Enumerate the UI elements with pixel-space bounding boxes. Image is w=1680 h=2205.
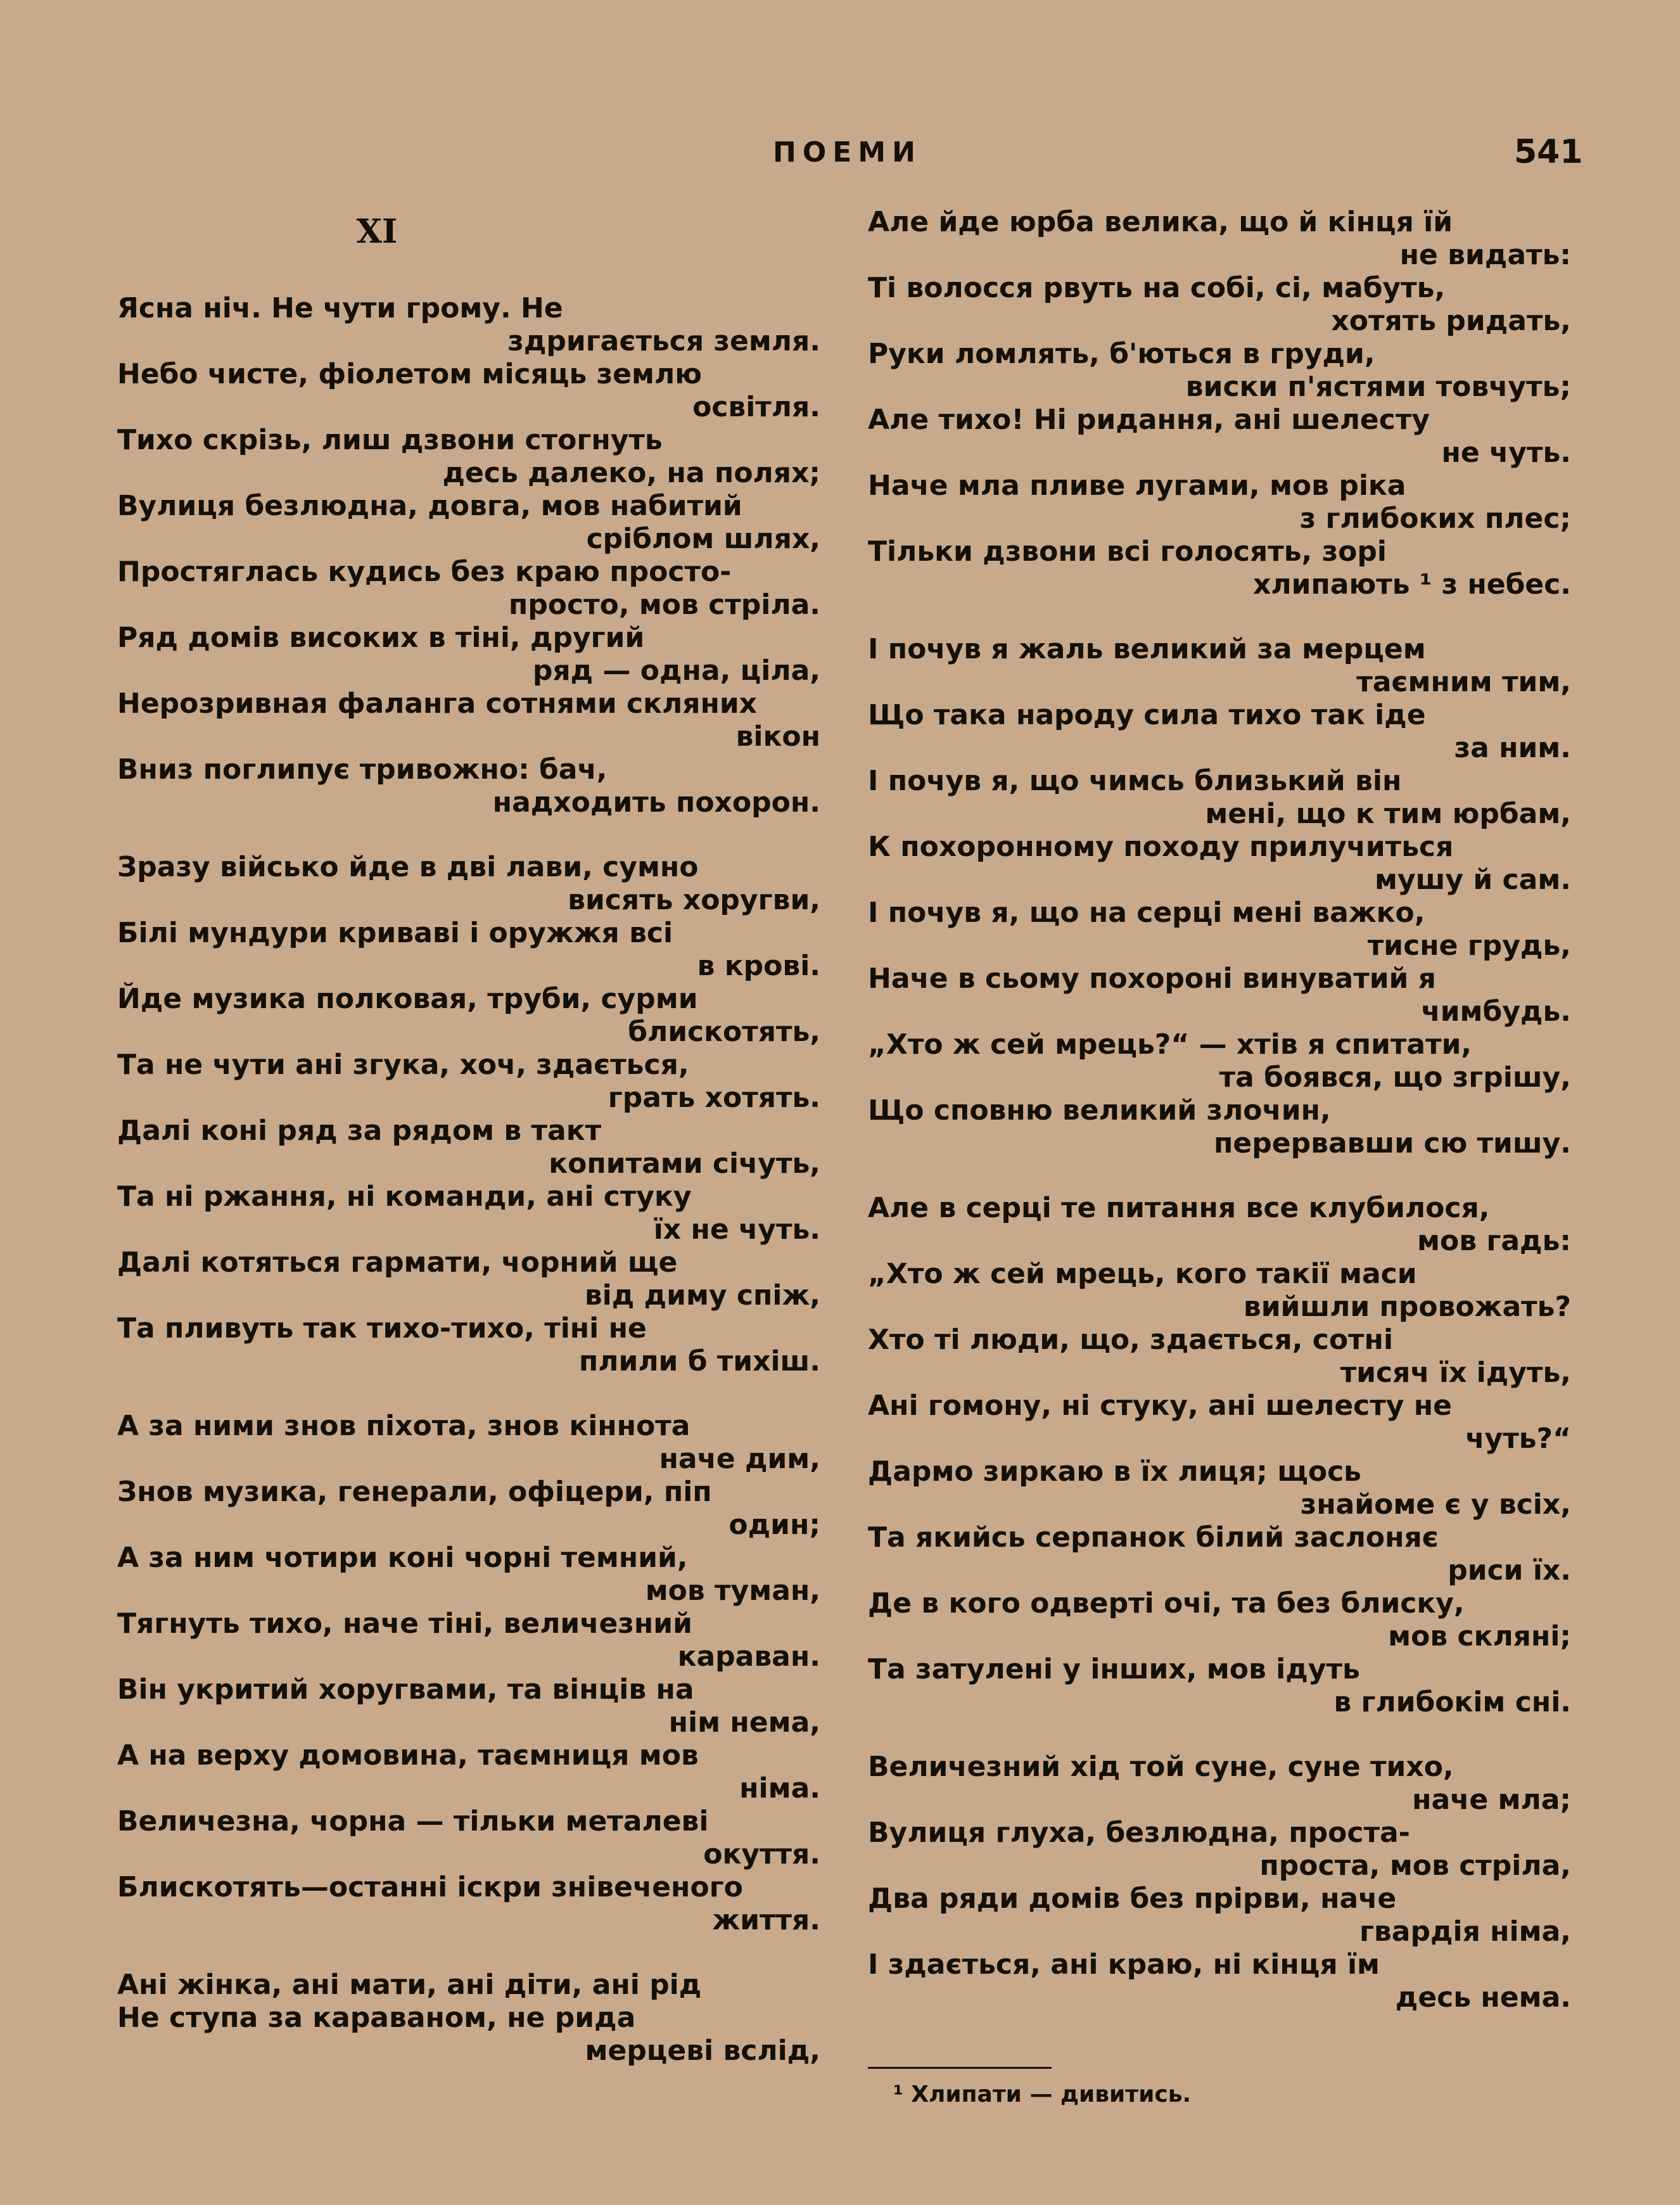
verse-line-start: Вулиця глуха, безлюдна, проста- bbox=[868, 1817, 1410, 1849]
verse-line-continuation: плили б тихіш. bbox=[578, 1345, 820, 1377]
verse-line bbox=[868, 831, 1571, 897]
verse-line-start: А за ним чотири коні чорні темний, bbox=[117, 1542, 688, 1574]
footnote: ¹ Хлипати — дивитись. bbox=[893, 2081, 1192, 2107]
verse-line-continuation: окуття. bbox=[703, 1838, 820, 1870]
verse-line-continuation: грать хотять. bbox=[608, 1082, 820, 1114]
right-column bbox=[868, 206, 1571, 2046]
verse-line-continuation: вийшли провожать? bbox=[1243, 1291, 1571, 1323]
verse-line bbox=[117, 917, 820, 983]
verse-line-start: Та ні ржання, ні команди, ані стуку bbox=[117, 1180, 692, 1213]
verse-line bbox=[868, 470, 1571, 535]
verse-line-start: Та затулені у інших, мов ідуть bbox=[868, 1653, 1360, 1685]
verse-line bbox=[868, 1948, 1571, 2014]
verse-line-start: Ані гомону, ні стуку, ані шелесту не bbox=[868, 1390, 1452, 1422]
verse-line bbox=[868, 1653, 1571, 1719]
verse-line-start: Дармо зиркаю в їх лиця; щось bbox=[868, 1455, 1361, 1488]
verse-line-continuation: від диму спіж, bbox=[584, 1279, 820, 1312]
stanza bbox=[117, 292, 820, 819]
verse-line-continuation: проста, мов стріла, bbox=[1259, 1850, 1571, 1882]
verse-line-continuation: хлипають ¹ з небес. bbox=[1252, 568, 1571, 601]
verse-line-start: Ані жінка, ані мати, ані діти, ані рід bbox=[117, 1969, 702, 2001]
verse-line bbox=[117, 424, 820, 490]
verse-line-start: Хто ті люди, що, здається, сотні bbox=[868, 1324, 1394, 1356]
verse-line-start: Він укритий хоругвами, та вінців на bbox=[117, 1673, 694, 1706]
verse-line-continuation: не видать: bbox=[1399, 239, 1571, 271]
verse-line-start: Де в кого одверті очі, та без блиску, bbox=[868, 1587, 1465, 1620]
verse-line bbox=[868, 1094, 1571, 1160]
verse-line-continuation: сріблом шлях, bbox=[586, 523, 820, 555]
verse-line bbox=[117, 851, 820, 917]
verse-line-start: А на верху домовина, таємниця мов bbox=[117, 1739, 699, 1772]
verse-line-start: І почув я, що чимсь близький він bbox=[868, 765, 1402, 797]
verse-line-start: І здається, ані краю, ні кінця їм bbox=[868, 1948, 1380, 1981]
verse-line bbox=[117, 1312, 820, 1378]
verse-line bbox=[868, 404, 1571, 470]
verse-line bbox=[868, 535, 1571, 601]
verse-line-continuation: наче мла; bbox=[1412, 1784, 1571, 1816]
verse-line-start: Та не чути ані згука, хоч, здається, bbox=[117, 1049, 689, 1081]
verse-line bbox=[117, 753, 820, 819]
verse-line-continuation: вікон bbox=[735, 720, 820, 753]
verse-line-start: І почув я, що на серці мені важко, bbox=[868, 897, 1425, 929]
verse-line-start: Ряд домів високих в тіні, другий bbox=[117, 622, 645, 654]
verse-line-start: Зразу військо йде в дві лави, сумно bbox=[117, 851, 699, 883]
verse-line-continuation: за ним. bbox=[1454, 732, 1571, 764]
verse-line bbox=[117, 1049, 820, 1115]
verse-line-continuation: висять хоругви, bbox=[568, 884, 820, 916]
verse-line-continuation: знайоме є у всіх, bbox=[1300, 1488, 1571, 1521]
verse-line-start: Тягнуть тихо, наче тіні, величезний bbox=[117, 1607, 692, 1640]
verse-line-continuation: виски п'ястями товчуть; bbox=[1185, 371, 1571, 403]
verse-line-start: Але тихо! Ні ридання, ані шелесту bbox=[868, 404, 1430, 436]
verse-line-start: Два ряди домів без прірви, наче bbox=[868, 1882, 1397, 1915]
verse-line bbox=[868, 1258, 1571, 1324]
verse-line-start: Та пливуть так тихо-тихо, тіні не bbox=[117, 1312, 647, 1345]
verse-line bbox=[868, 1521, 1571, 1587]
verse-line-continuation: з глибоких плес; bbox=[1299, 502, 1571, 535]
verse-line bbox=[868, 1192, 1571, 1258]
verse-line bbox=[868, 699, 1571, 765]
verse-line-start: Ясна ніч. Не чути грому. Не bbox=[117, 292, 563, 324]
verse-line-continuation: тисяч їх ідуть, bbox=[1340, 1357, 1571, 1389]
verse-line-continuation: ряд — одна, ціла, bbox=[532, 655, 820, 687]
verse-line-continuation: таємним тим, bbox=[1356, 666, 1571, 698]
verse-line-start: Руки ломлять, б'ються в груди, bbox=[868, 338, 1375, 370]
verse-line-start: І почув я жаль великий за мерцем bbox=[868, 633, 1426, 665]
stanza bbox=[868, 206, 1571, 601]
verse-line-continuation: надходить похорон. bbox=[492, 786, 820, 819]
verse-line-continuation: мені, що к тим юрбам, bbox=[1205, 798, 1571, 830]
verse-line-continuation: десь далеко, на полях; bbox=[442, 457, 820, 489]
verse-line bbox=[868, 1817, 1571, 1882]
verse-line bbox=[117, 2002, 820, 2068]
left-column bbox=[117, 212, 820, 2099]
verse-line bbox=[868, 765, 1571, 831]
verse-line-continuation: копитами січуть, bbox=[549, 1147, 820, 1180]
verse-line-continuation: нім нема, bbox=[668, 1706, 820, 1739]
verse-line bbox=[868, 1587, 1571, 1653]
verse-line-start: Далі коні ряд за рядом в такт bbox=[117, 1115, 602, 1147]
verse-line bbox=[868, 338, 1571, 404]
verse-line-start: Нерозривная фаланга сотнями скляних bbox=[117, 687, 758, 720]
verse-line-start: Вулиця безлюдна, довга, мов набитий bbox=[117, 490, 742, 522]
verse-line-continuation: та боявся, що згрішу, bbox=[1219, 1061, 1571, 1094]
verse-line-continuation: в крові. bbox=[697, 950, 820, 982]
verse-line bbox=[117, 1871, 820, 1937]
left-stanzas bbox=[117, 292, 820, 2068]
stanza bbox=[868, 1192, 1571, 1719]
verse-line bbox=[868, 206, 1571, 272]
verse-line-continuation: риси їх. bbox=[1448, 1554, 1571, 1587]
verse-line-continuation: мов гадь: bbox=[1417, 1225, 1571, 1257]
verse-line bbox=[117, 1115, 820, 1180]
verse-line-start: Тихо скрізь, лиш дзвони стогнуть bbox=[117, 424, 663, 456]
verse-line-start: „Хто ж сей мрець?“ — хтів я спитати, bbox=[868, 1028, 1472, 1061]
verse-line-start: Що така народу сила тихо так іде bbox=[868, 699, 1426, 731]
verse-line-continuation: мов скляні; bbox=[1388, 1620, 1571, 1652]
verse-line-start: А за ними знов піхота, знов кіннота bbox=[117, 1410, 690, 1442]
verse-line bbox=[868, 1390, 1571, 1455]
verse-line-start: К похоронному походу прилучиться bbox=[868, 831, 1454, 863]
verse-line-continuation: мерцеві вслід, bbox=[585, 2035, 820, 2067]
verse-line-continuation: життя. bbox=[712, 1904, 820, 1936]
verse-line-continuation: в глибокім сні. bbox=[1333, 1686, 1571, 1718]
footnote-rule bbox=[868, 2067, 1052, 2069]
running-head: ПОЕМИ bbox=[773, 136, 922, 169]
verse-line-start: Не ступа за караваном, не рида bbox=[117, 2002, 636, 2034]
verse-line bbox=[117, 358, 820, 424]
verse-line bbox=[117, 983, 820, 1049]
verse-line-start: Блискотять—останні іскри знівеченого bbox=[117, 1871, 743, 1903]
verse-line bbox=[117, 1805, 820, 1871]
verse-line-start: Знов музика, генерали, офіцери, піп bbox=[117, 1476, 712, 1508]
verse-line bbox=[868, 272, 1571, 338]
verse-line-start: Величезний хід той суне, суне тихо, bbox=[868, 1751, 1454, 1783]
verse-line bbox=[117, 1739, 820, 1805]
verse-line-continuation: німа. bbox=[739, 1772, 820, 1805]
verse-line-continuation: просто, мов стріла. bbox=[508, 589, 820, 621]
page-number: 541 bbox=[1514, 133, 1583, 171]
verse-line bbox=[117, 1246, 820, 1312]
verse-line-start: Та якийсь серпанок білий заслоняє bbox=[868, 1521, 1439, 1554]
verse-line bbox=[117, 1410, 820, 1476]
verse-line-start: Тільки дзвони всі голосять, зорі bbox=[868, 535, 1387, 568]
verse-line-continuation: не чуть. bbox=[1441, 437, 1571, 469]
verse-line bbox=[117, 490, 820, 556]
verse-line-continuation: наче дим, bbox=[659, 1443, 820, 1475]
verse-line-start: Небо чисте, фіолетом місяць землю bbox=[117, 358, 702, 390]
verse-line-continuation: чуть?“ bbox=[1465, 1422, 1571, 1455]
verse-line-start: Що сповню великий злочин, bbox=[868, 1094, 1331, 1127]
section-number: XI bbox=[356, 212, 398, 251]
verse-line bbox=[117, 1180, 820, 1246]
verse-line-continuation: хотять ридать, bbox=[1331, 305, 1571, 337]
verse-line-start: Але йде юрба велика, що й кінця їй bbox=[868, 206, 1453, 238]
verse-line-start: Але в серці те питання все клубилося, bbox=[868, 1192, 1490, 1224]
verse-line-continuation: їх не чуть. bbox=[653, 1213, 820, 1246]
verse-line bbox=[868, 1751, 1571, 1817]
verse-line bbox=[117, 1542, 820, 1607]
verse-line bbox=[117, 1607, 820, 1673]
stanza bbox=[117, 1969, 820, 2068]
verse-line-continuation: тисне грудь, bbox=[1367, 930, 1571, 962]
verse-line-start: Вниз поглипує тривожно: бач, bbox=[117, 753, 608, 786]
verse-line bbox=[117, 1969, 820, 2002]
verse-line bbox=[117, 622, 820, 687]
verse-line bbox=[117, 556, 820, 622]
verse-line-start: Йде музика полковая, труби, сурми bbox=[117, 983, 698, 1015]
verse-line-start: Ті волосся рвуть на собі, сі, мабуть, bbox=[868, 272, 1446, 304]
verse-line bbox=[868, 1882, 1571, 1948]
verse-line bbox=[868, 1324, 1571, 1390]
verse-line bbox=[868, 897, 1571, 962]
verse-line-continuation: блискотять, bbox=[628, 1016, 820, 1048]
verse-line bbox=[117, 292, 820, 358]
verse-line bbox=[117, 1476, 820, 1542]
verse-line-continuation: здригається земля. bbox=[507, 325, 820, 357]
verse-line-continuation: десь нема. bbox=[1395, 1981, 1571, 2014]
verse-line-continuation: один; bbox=[729, 1509, 820, 1541]
stanza bbox=[117, 851, 820, 1378]
verse-line-start: Наче в сьому похороні винуватий я bbox=[868, 962, 1436, 995]
verse-line-start: Далі котяться гармати, чорний ще bbox=[117, 1246, 678, 1279]
verse-line bbox=[868, 962, 1571, 1028]
stanza bbox=[868, 1751, 1571, 2014]
verse-line-start: „Хто ж сей мрець, кого такії маси bbox=[868, 1258, 1417, 1290]
verse-line-start: Білі мундури криваві і оружжя всі bbox=[117, 917, 673, 949]
verse-line-continuation: перервавши сю тишу. bbox=[1214, 1127, 1571, 1160]
right-stanzas bbox=[868, 206, 1571, 2014]
verse-line-start: Величезна, чорна — тільки металеві bbox=[117, 1805, 709, 1838]
verse-line-continuation: караван. bbox=[677, 1640, 820, 1673]
verse-line-start: Простяглась кудись без краю просто- bbox=[117, 556, 732, 588]
stanza bbox=[868, 633, 1571, 1160]
verse-line-continuation: гвардія німа, bbox=[1359, 1915, 1571, 1948]
verse-line bbox=[868, 1028, 1571, 1094]
verse-line bbox=[868, 1455, 1571, 1521]
verse-line bbox=[117, 1673, 820, 1739]
verse-line bbox=[117, 687, 820, 753]
stanza bbox=[117, 1410, 820, 1937]
verse-line-continuation: мушу й сам. bbox=[1375, 864, 1571, 896]
verse-line bbox=[868, 633, 1571, 699]
verse-line-continuation: освітля. bbox=[692, 391, 820, 423]
verse-line-start: Наче мла пливе лугами, мов ріка bbox=[868, 470, 1406, 502]
verse-line-continuation: чимбудь. bbox=[1421, 995, 1571, 1028]
verse-line-continuation: мов туман, bbox=[645, 1575, 820, 1607]
